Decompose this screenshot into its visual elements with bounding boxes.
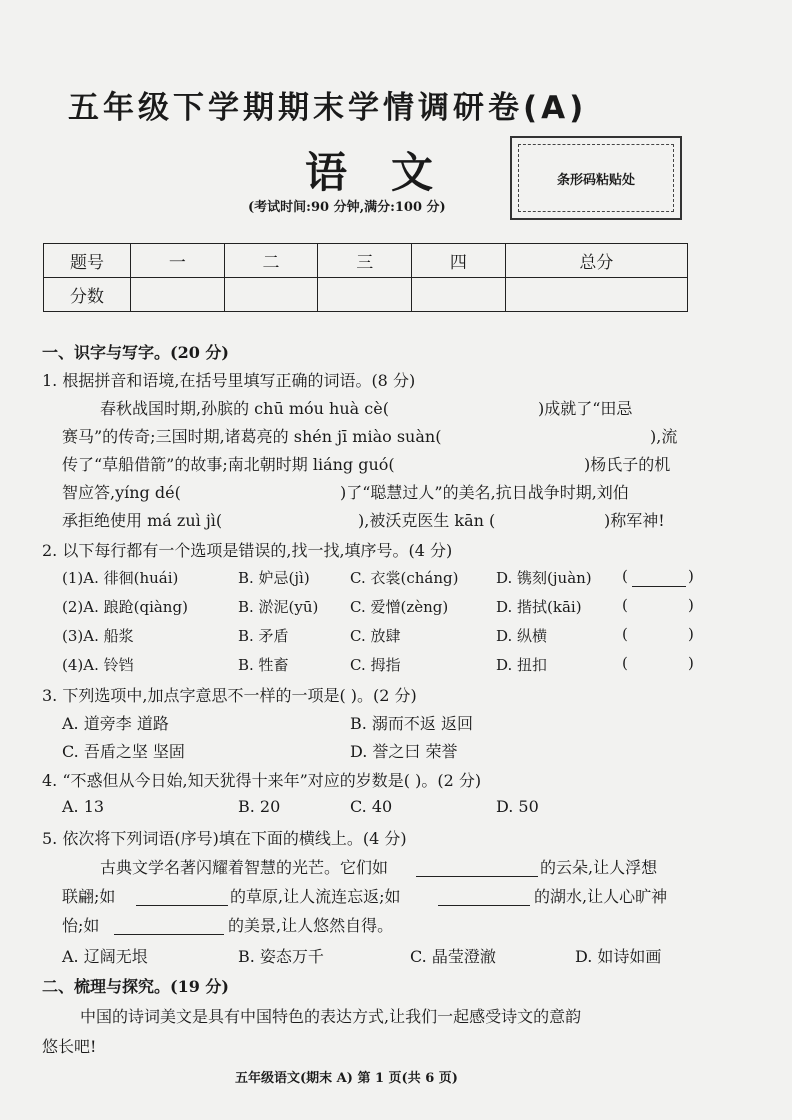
q2-row2-a: (2)A. 踉跄(qiàng) bbox=[62, 598, 188, 616]
exam-time-info: (考试时间:90 分钟,满分:100 分) bbox=[248, 200, 446, 215]
score-cell[interactable] bbox=[505, 278, 687, 312]
score-header-cell: 三 bbox=[318, 244, 412, 278]
page-footer: 五年级语文(期末 A) 第 1 页(共 6 页) bbox=[235, 1071, 458, 1086]
q2-row3-b: B. 矛盾 bbox=[238, 627, 289, 645]
score-table-score-row bbox=[44, 278, 688, 312]
q5-option-c: C. 晶莹澄澈 bbox=[410, 947, 496, 966]
score-header-cell: 二 bbox=[224, 244, 318, 278]
q2-row2-c: C. 爱憎(zèng) bbox=[350, 598, 449, 616]
exam-title: 五年级下学期期末学情调研卷(A) bbox=[68, 90, 588, 126]
q2-row1-paren-open: ( bbox=[622, 567, 628, 585]
q2-row1-b: B. 妒忌(jì) bbox=[238, 569, 310, 587]
q2-row4-a: (4)A. 铃铛 bbox=[62, 656, 134, 674]
q2-row1-d: D. 镌刻(juàn) bbox=[496, 569, 592, 587]
section2-intro-line1: 中国的诗词美文是具有中国特色的表达方式,让我们一起感受诗文的意韵 bbox=[80, 1007, 582, 1026]
score-row-label: 分数 bbox=[44, 278, 131, 312]
section2-heading: 二、梳理与探究。(19 分) bbox=[42, 977, 229, 996]
q1-line4-b: )了“聪慧过人”的美名,抗日战争时期,刘伯 bbox=[340, 483, 629, 502]
score-header-cell: 四 bbox=[412, 244, 506, 278]
q1-line3-a: 传了“草船借箭”的故事;南北朝时期 liáng guó( bbox=[62, 455, 395, 474]
q1-line1-b: )成就了“田忌 bbox=[538, 399, 633, 418]
q2-row3-paren-close: ) bbox=[688, 625, 694, 643]
barcode-label: 条形码粘贴处 bbox=[556, 172, 635, 188]
q1-line5-b: ),被沃克医生 kān ( bbox=[358, 511, 496, 530]
subject-title: 语文 bbox=[305, 148, 478, 197]
score-table-header-row bbox=[44, 244, 688, 278]
q1-line4-a: 智应答,yíng dé( bbox=[62, 483, 181, 502]
score-cell[interactable] bbox=[224, 278, 318, 312]
q5-line2-b: 的草原,让人流连忘返;如 bbox=[230, 887, 401, 906]
q2-title: 2. 以下每行都有一个选项是错误的,找一找,填序号。(4 分) bbox=[42, 541, 453, 560]
q5-blank-1[interactable] bbox=[416, 862, 538, 877]
q1-line2-a: 赛马”的传奇;三国时期,诸葛亮的 shén jī miào suàn( bbox=[62, 427, 442, 446]
q3-option-c: C. 吾盾之坚 坚固 bbox=[62, 742, 185, 761]
score-table bbox=[43, 243, 688, 312]
score-cell[interactable] bbox=[412, 278, 506, 312]
q2-row2-b: B. 淤泥(yū) bbox=[238, 598, 319, 616]
q2-row4-b: B. 牲畜 bbox=[238, 656, 289, 674]
q2-row1-c: C. 衣裳(cháng) bbox=[350, 569, 459, 587]
q2-row4-d: D. 扭扣 bbox=[496, 656, 548, 674]
barcode-box bbox=[510, 136, 682, 220]
q2-row3-a: (3)A. 船浆 bbox=[62, 627, 134, 645]
section2-intro-line2: 悠长吧! bbox=[42, 1037, 97, 1056]
q4-title: 4. “不惑但从今日始,知天犹得十来年”对应的岁数是( )。(2 分) bbox=[42, 771, 482, 790]
q4-option-c: C. 40 bbox=[350, 797, 393, 816]
q5-blank-3[interactable] bbox=[438, 891, 530, 906]
q5-option-d: D. 如诗如画 bbox=[575, 947, 662, 966]
q3-title: 3. 下列选项中,加点字意思不一样的一项是( )。(2 分) bbox=[42, 686, 417, 705]
q1-line3-b: )杨氏子的机 bbox=[584, 455, 671, 474]
q3-option-a: A. 道旁李 道路 bbox=[62, 714, 169, 733]
q1-line5-c: )称军神! bbox=[604, 511, 665, 530]
q5-line2-c: 的湖水,让人心旷神 bbox=[534, 887, 668, 906]
q5-line3-b: 的美景,让人悠然自得。 bbox=[228, 916, 394, 935]
q2-row3-d: D. 纵横 bbox=[496, 627, 548, 645]
q5-line2-a: 联翩;如 bbox=[62, 887, 116, 906]
q2-row4-paren-open: ( bbox=[622, 654, 628, 672]
q3-option-d: D. 誉之曰 荣誉 bbox=[350, 742, 458, 761]
q5-option-b: B. 姿态万千 bbox=[238, 947, 324, 966]
score-header-cell: 总分 bbox=[505, 244, 687, 278]
q4-option-b: B. 20 bbox=[238, 797, 281, 816]
score-cell[interactable] bbox=[131, 278, 225, 312]
q2-row1-a: (1)A. 徘徊(huái) bbox=[62, 569, 179, 587]
q2-row2-paren-open: ( bbox=[622, 596, 628, 614]
q1-title: 1. 根据拼音和语境,在括号里填写正确的词语。(8 分) bbox=[42, 371, 416, 390]
q2-row4-paren-close: ) bbox=[688, 654, 694, 672]
q1-line1-a: 春秋战国时期,孙膑的 chū móu huà cè( bbox=[100, 399, 389, 418]
q2-row3-paren-open: ( bbox=[622, 625, 628, 643]
q5-line1-a: 古典文学名著闪耀着智慧的光芒。它们如 bbox=[100, 858, 389, 877]
q5-option-a: A. 辽阔无垠 bbox=[62, 947, 148, 966]
q5-title: 5. 依次将下列词语(序号)填在下面的横线上。(4 分) bbox=[42, 829, 407, 848]
q2-row4-c: C. 拇指 bbox=[350, 656, 401, 674]
q4-option-d: D. 50 bbox=[496, 797, 539, 816]
q2-row2-d: D. 揩拭(kāi) bbox=[496, 598, 582, 616]
section1-heading: 一、识字与写字。(20 分) bbox=[42, 343, 229, 362]
q1-line5-a: 承拒绝使用 má zuì jì( bbox=[62, 511, 223, 530]
q5-line1-b: 的云朵,让人浮想 bbox=[540, 858, 658, 877]
q2-row2-paren-close: ) bbox=[688, 596, 694, 614]
score-header-cell: 一 bbox=[131, 244, 225, 278]
q2-row1-paren-close: ) bbox=[688, 567, 694, 585]
q5-blank-2[interactable] bbox=[136, 891, 228, 906]
q2-row1-answer-blank[interactable] bbox=[632, 572, 686, 587]
q2-row3-c: C. 放肆 bbox=[350, 627, 401, 645]
q5-blank-4[interactable] bbox=[114, 920, 224, 935]
q5-line3-a: 怡;如 bbox=[62, 916, 100, 935]
score-header-cell: 题号 bbox=[44, 244, 131, 278]
q3-option-b: B. 溺而不返 返回 bbox=[350, 714, 474, 733]
score-cell[interactable] bbox=[318, 278, 412, 312]
q4-option-a: A. 13 bbox=[62, 797, 105, 816]
q1-line2-b: ),流 bbox=[650, 427, 678, 446]
